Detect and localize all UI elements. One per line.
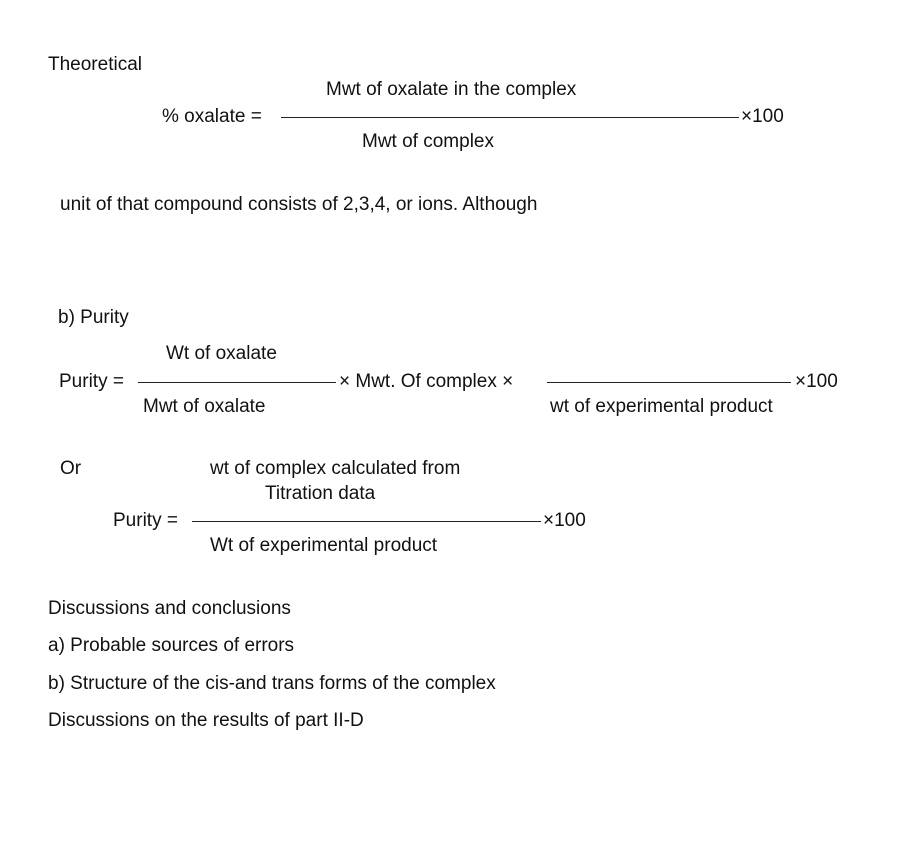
oxalate-fraction-bar	[281, 117, 739, 118]
purity-heading: b) Purity	[58, 307, 129, 328]
purity-eq1-multiplier: ×100	[795, 371, 838, 392]
purity-eq2-numerator-line2: Titration data	[265, 483, 376, 504]
theoretical-heading: Theoretical	[48, 54, 142, 75]
discussion-item-errors: a) Probable sources of errors	[48, 635, 295, 656]
purity-eq1-middle-term: × Mwt. Of complex ×	[339, 371, 514, 392]
purity-eq1-frac1-denominator: Mwt of oxalate	[143, 396, 266, 417]
discussion-item-structure: b) Structure of the cis-and trans forms of the complex	[48, 673, 496, 694]
or-label: Or	[60, 458, 82, 479]
compound-unit-text: unit of that compound consists of 2,3,4, or ions. Although	[60, 194, 538, 215]
oxalate-equation-lhs: % oxalate =	[162, 106, 262, 127]
purity-eq1-frac2-denominator: wt of experimental product	[550, 396, 773, 417]
purity-eq2-numerator-line1: wt of complex calculated from	[210, 458, 461, 479]
discussion-heading: Discussions and conclusions	[48, 598, 291, 619]
purity-eq1-frac2-bar	[547, 382, 791, 383]
oxalate-fraction-denominator: Mwt of complex	[362, 131, 494, 152]
purity-eq1-frac1-bar	[138, 382, 336, 383]
purity-eq1-frac1-numerator: Wt of oxalate	[166, 343, 277, 364]
purity-eq1-lhs: Purity =	[59, 371, 124, 392]
oxalate-fraction-numerator: Mwt of oxalate in the complex	[326, 79, 577, 100]
purity-eq2-fraction-bar	[192, 521, 541, 522]
purity-eq2-multiplier: ×100	[543, 510, 586, 531]
discussion-footer: Discussions on the results of part II-D	[48, 710, 364, 731]
oxalate-multiplier: ×100	[741, 106, 784, 127]
purity-eq2-lhs: Purity =	[113, 510, 178, 531]
purity-eq2-denominator: Wt of experimental product	[210, 535, 438, 556]
